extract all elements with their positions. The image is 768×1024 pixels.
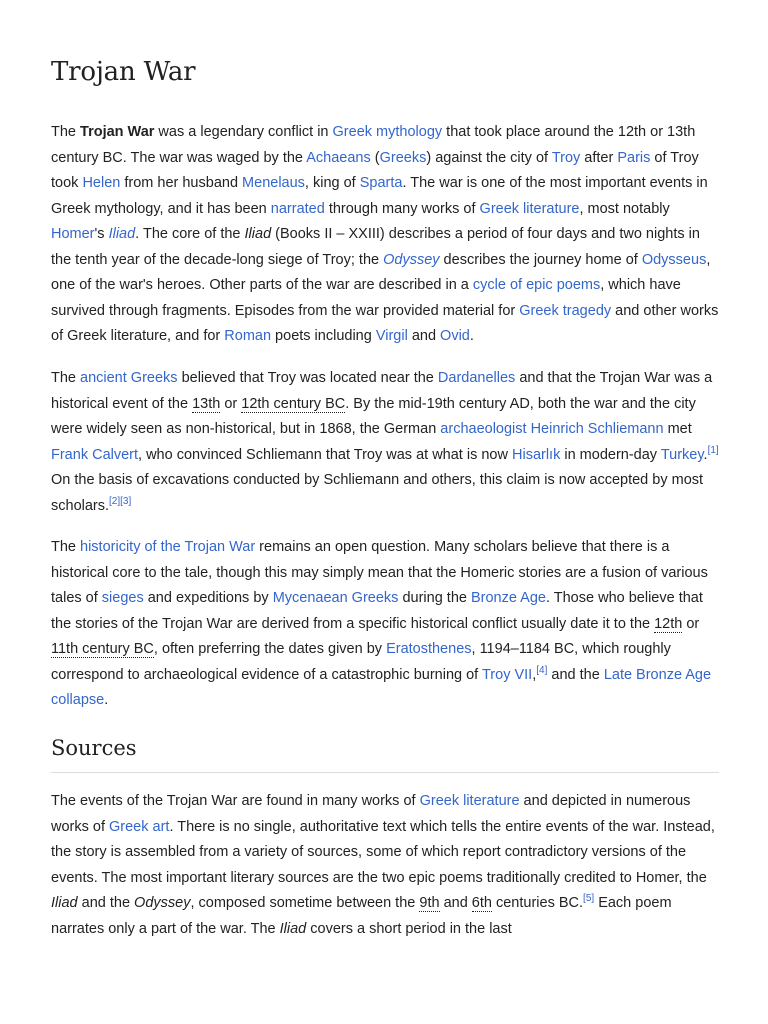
reference-2[interactable]: [2]: [109, 495, 121, 507]
text: The events of the Trojan War are found in many works of: [51, 793, 420, 809]
link-eratosthenes[interactable]: Eratosthenes: [386, 641, 472, 657]
link-odysseus[interactable]: Odysseus: [641, 251, 707, 268]
abbr-6th: 6th: [471, 895, 492, 911]
abbr-9th: 9th: [419, 895, 440, 911]
text: , often preferring the dates given by: [153, 641, 387, 657]
text: . The war is one of the most important events in Greek mythology, and it has been: [51, 175, 708, 217]
text: , 1194–1184 BC, which roughly correspond to archaeological evidence of a catastrophic burning of: [51, 641, 671, 683]
link-greek-literature[interactable]: Greek literature: [479, 200, 580, 217]
abbr-11th-century: 11th century BC: [51, 641, 154, 657]
text: and that the Trojan War was a historical event of the: [51, 370, 713, 412]
link-late-bronze-age-collapse[interactable]: Late Bronze Age collapse: [51, 666, 712, 708]
link-ovid[interactable]: Ovid: [440, 328, 470, 344]
link-sieges[interactable]: sieges: [101, 590, 144, 606]
reference-3[interactable]: [3]: [120, 495, 132, 507]
text: The: [51, 539, 81, 555]
text: and the: [547, 666, 604, 683]
text: covers a short period in the last: [306, 920, 512, 937]
text: centuries BC.: [491, 895, 584, 911]
abbr-13th: 13th: [192, 395, 221, 412]
text: and other works of Greek literature, and for: [51, 302, 719, 344]
link-greek-tragedy[interactable]: Greek tragedy: [519, 302, 612, 319]
historicity-paragraph: [51, 535, 719, 714]
italic-title: Iliad: [108, 226, 136, 242]
text: The: [51, 370, 81, 386]
text: remains an open question. Many scholars believe that there is a historical core to the tale, though this may simply mean that the Homeric stories are a fusion of various tales of: [51, 539, 708, 606]
text: (Books II – XXIII) describes a period of four days and two nights in the tenth year of the decade-long siege of Troy; the: [51, 226, 700, 268]
text: .: [469, 328, 474, 344]
section-heading-sources: Sources: [51, 736, 719, 773]
text: ) against the city of: [426, 149, 552, 166]
italic-title: Iliad: [244, 226, 272, 242]
text: was a legendary conflict in: [154, 124, 333, 140]
link-troy-vii[interactable]: Troy VII: [481, 666, 533, 683]
text: in modern-day: [560, 446, 661, 463]
link-troy[interactable]: Troy: [551, 149, 581, 166]
link-bronze-age[interactable]: Bronze Age: [470, 590, 546, 606]
text: and expeditions by: [143, 590, 273, 606]
link-narrated[interactable]: narrated: [270, 200, 325, 217]
link-helen[interactable]: Helen: [82, 175, 121, 191]
text: that took place around the 12th or 13th century BC. The war was waged by the: [51, 124, 696, 166]
text: or: [682, 615, 700, 632]
bold-term: Trojan War: [80, 124, 155, 140]
link-ancient-greeks[interactable]: ancient Greeks: [80, 370, 178, 386]
link-greek-mythology[interactable]: Greek mythology: [332, 124, 443, 140]
link-historicity[interactable]: historicity of the Trojan War: [80, 539, 256, 555]
italic-title: Odyssey: [134, 895, 191, 911]
link-virgil[interactable]: Virgil: [375, 328, 408, 344]
text: believed that Troy was located near the: [177, 370, 438, 386]
text: or: [220, 395, 242, 412]
text: through many works of: [324, 200, 480, 217]
text: . There is no single, authoritative text which tells the entire events of the war. Instead, the story is assembled from a variety of sources, some of which report contradictory versions of the events. The most important literary sources are the two epic poems traditionally credited to Homer, the: [51, 818, 715, 886]
link-cycle-of-epic-poems[interactable]: cycle of epic poems: [472, 277, 601, 293]
link-roman[interactable]: Roman: [224, 328, 272, 344]
text: describes the journey home of: [439, 251, 642, 268]
reference-1[interactable]: [1]: [707, 444, 719, 456]
link-turkey[interactable]: Turkey: [660, 446, 704, 463]
text: from her husband: [120, 175, 243, 191]
text: of Troy took: [51, 149, 699, 191]
text: On the basis of excavations conducted by Schliemann and others, this claim is now accepted by most scholars.: [51, 472, 704, 514]
link-heinrich-schliemann[interactable]: archaeologist Heinrich Schliemann: [440, 421, 664, 437]
intro-paragraph: [51, 120, 719, 350]
text: . By the mid-19th century AD, both the war and the city were widely seen as non-historical, but in 1868, the German: [51, 395, 696, 437]
text: poets including: [271, 328, 376, 344]
text: (: [370, 149, 380, 166]
link-frank-calvert[interactable]: Frank Calvert: [51, 446, 139, 463]
link-mycenaean-greeks[interactable]: Mycenaean Greeks: [272, 590, 399, 606]
reference-4[interactable]: [4]: [536, 664, 548, 676]
abbr-12th: 12th: [654, 615, 683, 632]
text: , most notably: [579, 200, 670, 217]
text: met: [663, 421, 692, 437]
text: The: [51, 124, 81, 140]
text: , which have survived through fragments. Episodes from the war provided material for: [51, 277, 681, 319]
text: , composed sometime between the: [190, 895, 420, 911]
text: and the: [77, 895, 135, 911]
link-odyssey[interactable]: [383, 252, 439, 268]
link-achaeans[interactable]: Achaeans: [306, 149, 371, 166]
italic-title: Odyssey: [383, 251, 440, 268]
link-paris[interactable]: Paris: [617, 149, 651, 166]
link-dardanelles[interactable]: Dardanelles: [437, 370, 516, 386]
text: 's: [94, 226, 109, 242]
text: and depicted in numerous works of: [51, 793, 691, 835]
text: , who convinced Schliemann that Troy was at what is now: [138, 446, 512, 463]
text: and: [439, 895, 472, 911]
link-menelaus[interactable]: Menelaus: [242, 175, 305, 191]
link-greek-art[interactable]: Greek art: [109, 818, 170, 835]
link-iliad[interactable]: [109, 226, 136, 242]
text: Each poem narrates only a part of the war. The: [51, 895, 672, 937]
link-hisarlik[interactable]: Hisarlık: [512, 446, 561, 463]
reference-5[interactable]: [5]: [583, 893, 595, 905]
italic-title: Iliad: [51, 895, 78, 911]
text: . Those who believe that the stories of the Trojan War are derived from a specific historical conflict usually date it to the: [51, 590, 703, 632]
sources-paragraph: [51, 789, 719, 942]
location-paragraph: [51, 366, 719, 519]
abbr-12th-century: 12th century BC: [241, 395, 346, 412]
link-sparta[interactable]: Sparta: [359, 175, 403, 191]
link-greeks[interactable]: Greeks: [379, 149, 427, 166]
text: .: [703, 446, 708, 463]
page-title: Trojan War: [51, 57, 196, 87]
italic-title: Iliad: [279, 920, 307, 937]
text: .: [104, 692, 109, 708]
link-greek-literature[interactable]: Greek literature: [419, 793, 520, 809]
text: . The core of the: [135, 226, 245, 242]
text: , king of: [304, 175, 360, 191]
text: after: [580, 149, 618, 166]
text: , one of the war's heroes. Other parts of the war are described in a: [51, 251, 711, 293]
text: during the: [398, 590, 471, 606]
text: ,: [532, 666, 537, 683]
link-homer[interactable]: Homer: [51, 226, 95, 242]
text: and: [407, 328, 441, 344]
